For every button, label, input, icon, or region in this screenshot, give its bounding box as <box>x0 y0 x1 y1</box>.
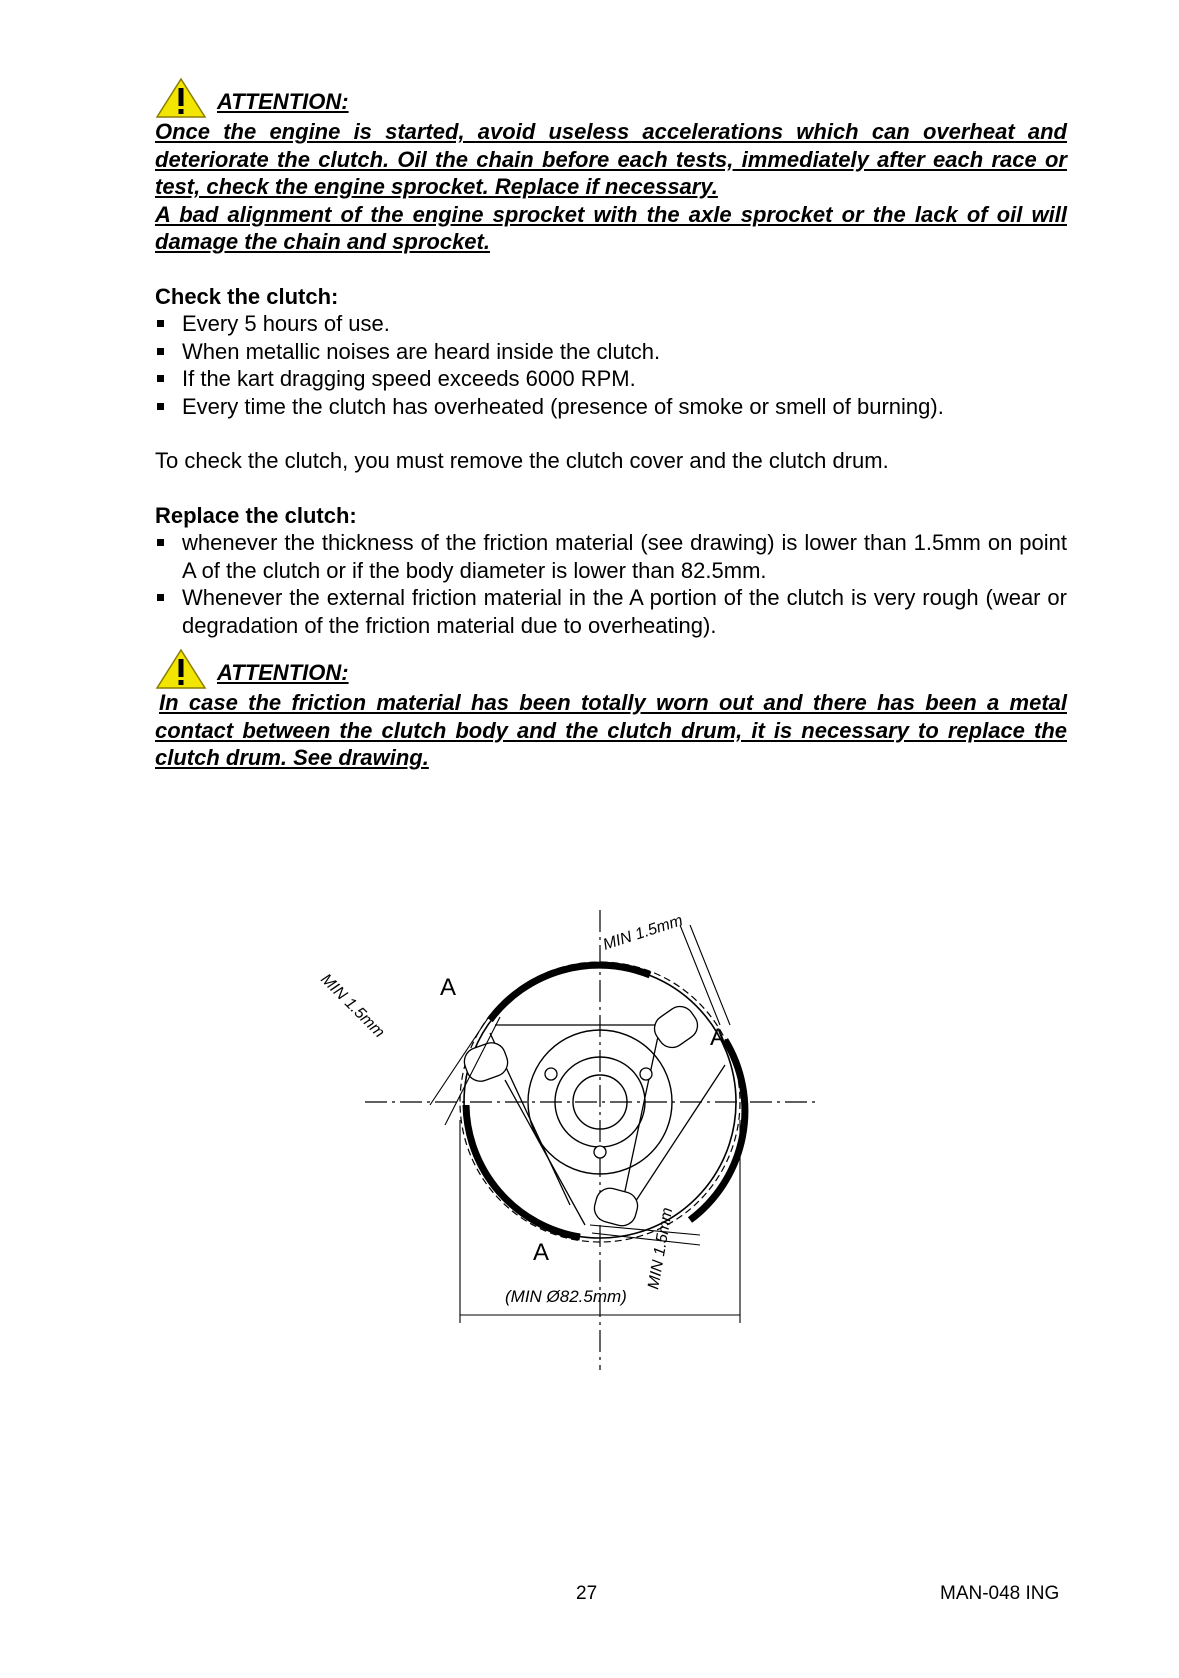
min-thickness-label-left: MIN 1.5mm <box>317 970 388 1042</box>
point-a-label-bottom: A <box>533 1239 550 1266</box>
check-clutch-heading: Check the clutch: <box>155 283 339 309</box>
attention-text-2: In case the friction material has been totally worn out and there has been a metal contact between the clutch body and the clutch drum, it is necessary to replace the clutch drum. See drawing. <box>155 690 1067 770</box>
check-note-paragraph: To check the clutch, you must remove the clutch cover and the clutch drum. <box>155 448 889 473</box>
check-clutch-list <box>155 310 1067 420</box>
attention-header-1 <box>155 78 1067 118</box>
warning-triangle-icon <box>155 77 207 119</box>
document-page <box>155 78 1067 772</box>
replace-clutch-list <box>155 529 1067 639</box>
list-item: When metallic noises are heard inside the clutch. <box>155 338 1067 366</box>
document-code: MAN-048 ING <box>940 1583 1060 1604</box>
point-a-label-top: A <box>440 974 457 1001</box>
list-item: Every 5 hours of use. <box>155 310 1067 338</box>
warning-triangle-icon <box>155 648 207 690</box>
list-item: whenever the thickness of the friction material (see drawing) is lower than 1.5mm on point A of the clutch or if the body diameter is lower than 82.5mm. <box>155 529 1067 584</box>
min-thickness-label-bottom: MIN 1.5mm <box>645 1206 677 1291</box>
attention-title-1: ATTENTION: <box>217 89 349 114</box>
min-thickness-label-top: MIN 1.5mm <box>600 912 685 954</box>
page-number: 27 <box>576 1583 598 1604</box>
point-a-label-right: A <box>710 1024 727 1051</box>
replace-clutch-heading: Replace the clutch: <box>155 502 357 528</box>
list-item: If the kart dragging speed exceeds 6000 RPM. <box>155 365 1067 393</box>
list-item: Whenever the external friction material in the A portion of the clutch is very rough (wear or degradation of the friction material due to overheating). <box>155 584 1067 639</box>
clutch-drawing <box>317 905 830 1375</box>
attention-title-2: ATTENTION: <box>217 660 349 685</box>
diameter-label: (MIN Ø82.5mm) <box>505 1287 627 1306</box>
attention-header-2 <box>155 649 1067 689</box>
attention-text-1b: A bad alignment of the engine sprocket with the axle sprocket or the lack of oil will damage the chain and sprocket. <box>155 201 1067 254</box>
list-item: Every time the clutch has overheated (presence of smoke or smell of burning). <box>155 393 1067 421</box>
attention-text-1a: Once the engine is started, avoid useless accelerations which can overheat and deteriorate the clutch. Oil the chain before each tests, immediately after each race or test, check the engine sprocket. Replace if necessary. <box>155 119 1067 199</box>
